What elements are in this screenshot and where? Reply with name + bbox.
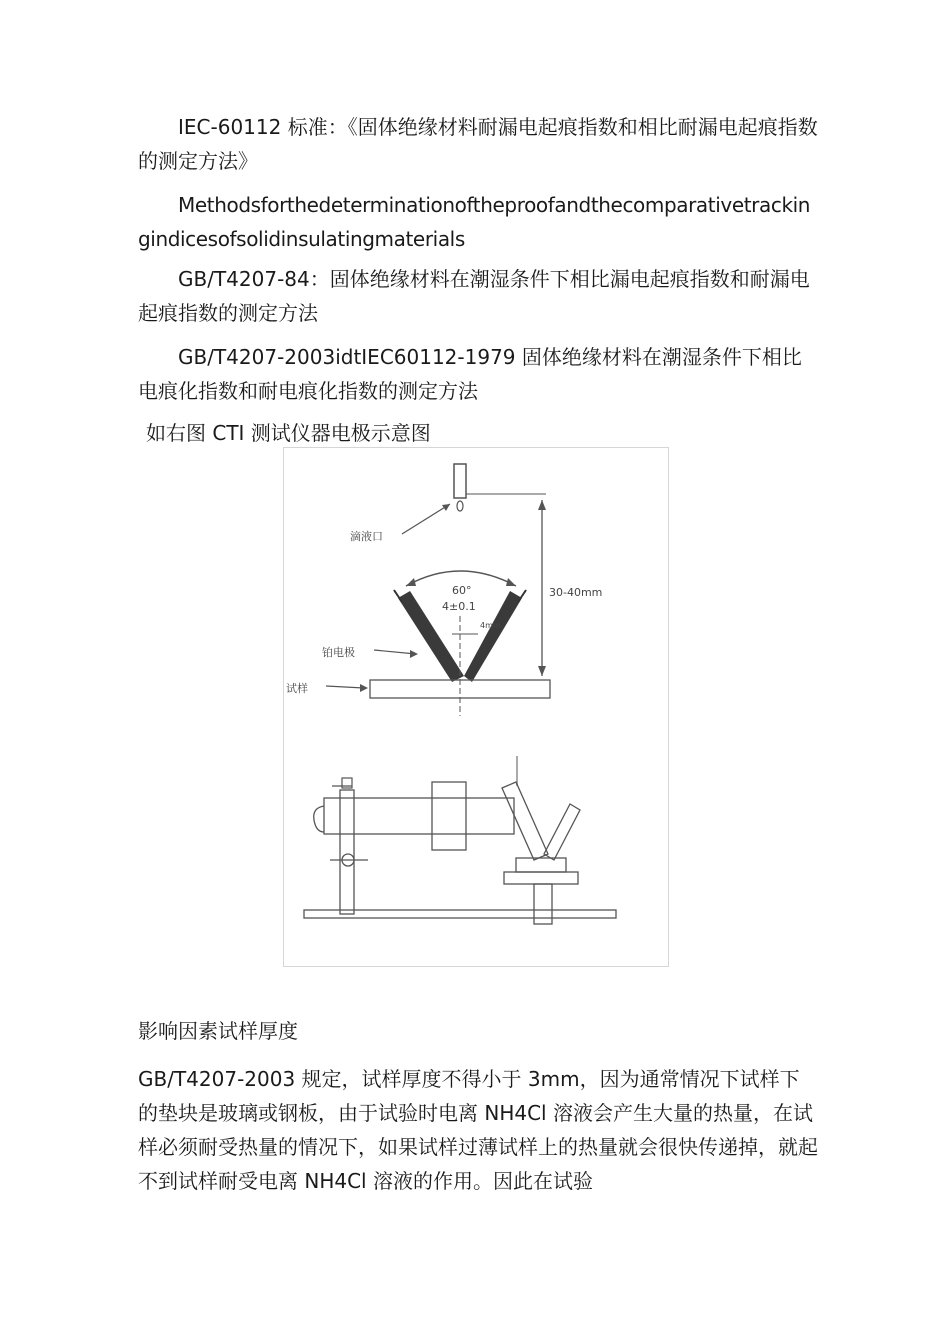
holder-left (502, 782, 548, 860)
height-label: 30-40mm (549, 586, 603, 599)
section-heading: 影响因素试样厚度 (138, 1019, 298, 1043)
arrow-icon (410, 650, 418, 658)
holder-right (544, 804, 580, 860)
arrow-up-icon (538, 500, 546, 510)
electrode-label: 铂电极 (322, 646, 355, 659)
base-plate (504, 872, 578, 884)
force-label: 4±0.1 (442, 600, 476, 613)
arm-end (314, 806, 324, 832)
electrode-pointer (374, 650, 416, 654)
horizontal-arm (324, 798, 514, 834)
drip-pointer (402, 504, 450, 534)
arrow-icon (442, 504, 450, 511)
gb-1984-paragraph: GB/T4207-84：固体绝缘材料在潮湿条件下相比漏电起痕指数和耐漏电起痕指数的测定方法 (138, 267, 810, 325)
iec-standard-paragraph: IEC-60112 标准：《固体绝缘材料耐漏电起痕指数和相比耐漏电起痕指数的测定方法》 (138, 115, 818, 173)
arrow-down-icon (538, 666, 546, 676)
english-title-paragraph: Methodsforthedeterminationoftheproofandthecomparativetrackingindicesofsolidinsulatingmaterials (138, 193, 811, 251)
gb-2003-paragraph: GB/T4207-2003idtIEC60112-1979 固体绝缘材料在潮湿条件下相比电痕化指数和耐电痕化指数的测定方法 (138, 345, 802, 403)
counterweight (432, 782, 466, 850)
specimen-pointer (326, 686, 364, 688)
arrow-icon (406, 578, 416, 586)
electrode-tip-right (518, 590, 526, 602)
figure-intro: 如右图 CTI 测试仪器电极示意图 (146, 421, 431, 445)
section-body: GB/T4207-2003 规定，试样厚度不得小于 3mm，因为通常情况下试样下的垫块是玻璃或钢板，由于试验时电离 NH4Cl 溶液会产生大量的热量，在试样必须耐受热量的情况下，如果试样过薄试样上的热量就会很快传递掉，就起不到试样耐受电离 NH4Cl 溶液的作用。因此在试验 (138, 1067, 818, 1193)
electrode-diagram (284, 448, 670, 968)
gap-label: 4mm (480, 621, 501, 630)
electrode-tip-left (394, 590, 402, 602)
angle-label: 60° (452, 584, 472, 597)
drip-nozzle (454, 464, 466, 498)
vertical-post (340, 790, 354, 914)
arrow-icon (506, 578, 516, 586)
arrow-icon (360, 684, 368, 692)
specimen-label: 试样 (286, 682, 308, 695)
cti-electrode-figure (283, 447, 669, 967)
drip-label: 滴液口 (350, 530, 383, 543)
drip-drop (457, 501, 463, 511)
clamp (516, 858, 566, 872)
